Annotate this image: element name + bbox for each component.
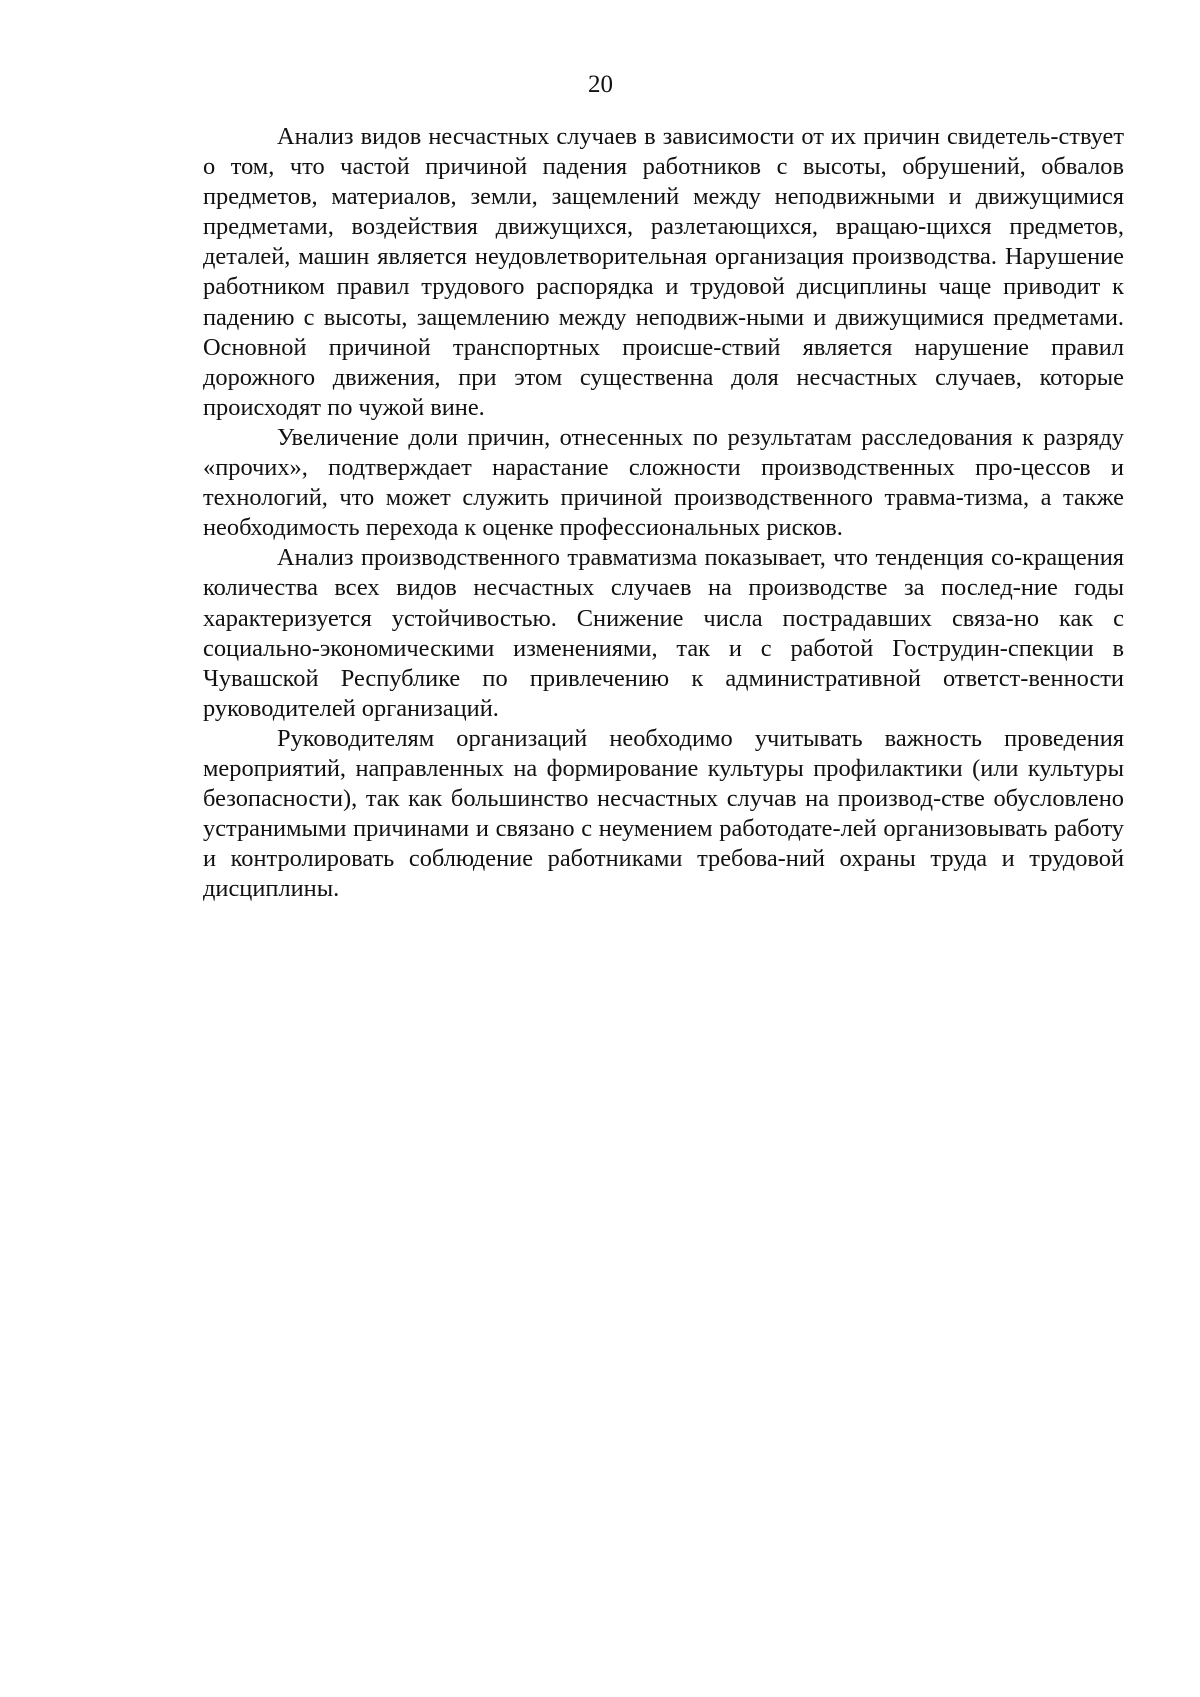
paragraph-recommendations: Руководителям организаций необходимо учитывать важность проведения мероприятий, направленных на формирование культуры профилактики (или культуры безопасности), так как большинство несчастных случав на производ-стве обусловлено устранимыми причинами и связано с неумением работодате-лей организовывать работу и контролировать соблюдение работниками требова-ний охраны труда и трудовой дисциплины. bbox=[203, 724, 1124, 903]
paragraph-injury-trend: Анализ производственного травматизма показывает, что тенденция со-кращения количества всех видов несчастных случаев на производстве за послед-ние годы характеризуется устойчивостью. Снижение числа пострадавших связа-но как с социально-экономическими изменениями, так и с работой Гострудин-спекции в Чувашской Республике по привлечению к административной ответст-венности руководителей организаций. bbox=[203, 544, 1124, 722]
paragraph-other-causes: Увеличение доли причин, отнесенных по результатам расследования к разряду «прочих», подтверждает нарастание сложности производственных про-цессов и технологий, что может служить причиной производственного травма-тизма, а также необходимость перехода к оценке профессиональных рисков. bbox=[203, 423, 1124, 542]
page-number: 20 bbox=[588, 71, 613, 98]
body-text bbox=[203, 122, 1124, 904]
paragraph-causes-analysis: Анализ видов несчастных случаев в зависимости от их причин свидетель-ствует о том, что частой причиной падения работников с высоты, обрушений, обвалов предметов, материалов, земли, защемлений между неподвижными и движущимися предметами, воздействия движущихся, разлетающихся, вращаю-щихся предметов, деталей, машин является неудовлетворительная организация производства. Нарушение работником правил трудового распорядка и трудовой дисциплины чаще приводит к падению с высоты, защемлению между неподвиж-ными и движущимися предметами. Основной причиной транспортных происше-ствий является нарушение правил дорожного движения, при этом существенна доля несчастных случаев, которые происходят по чужой вине. bbox=[203, 123, 1124, 421]
